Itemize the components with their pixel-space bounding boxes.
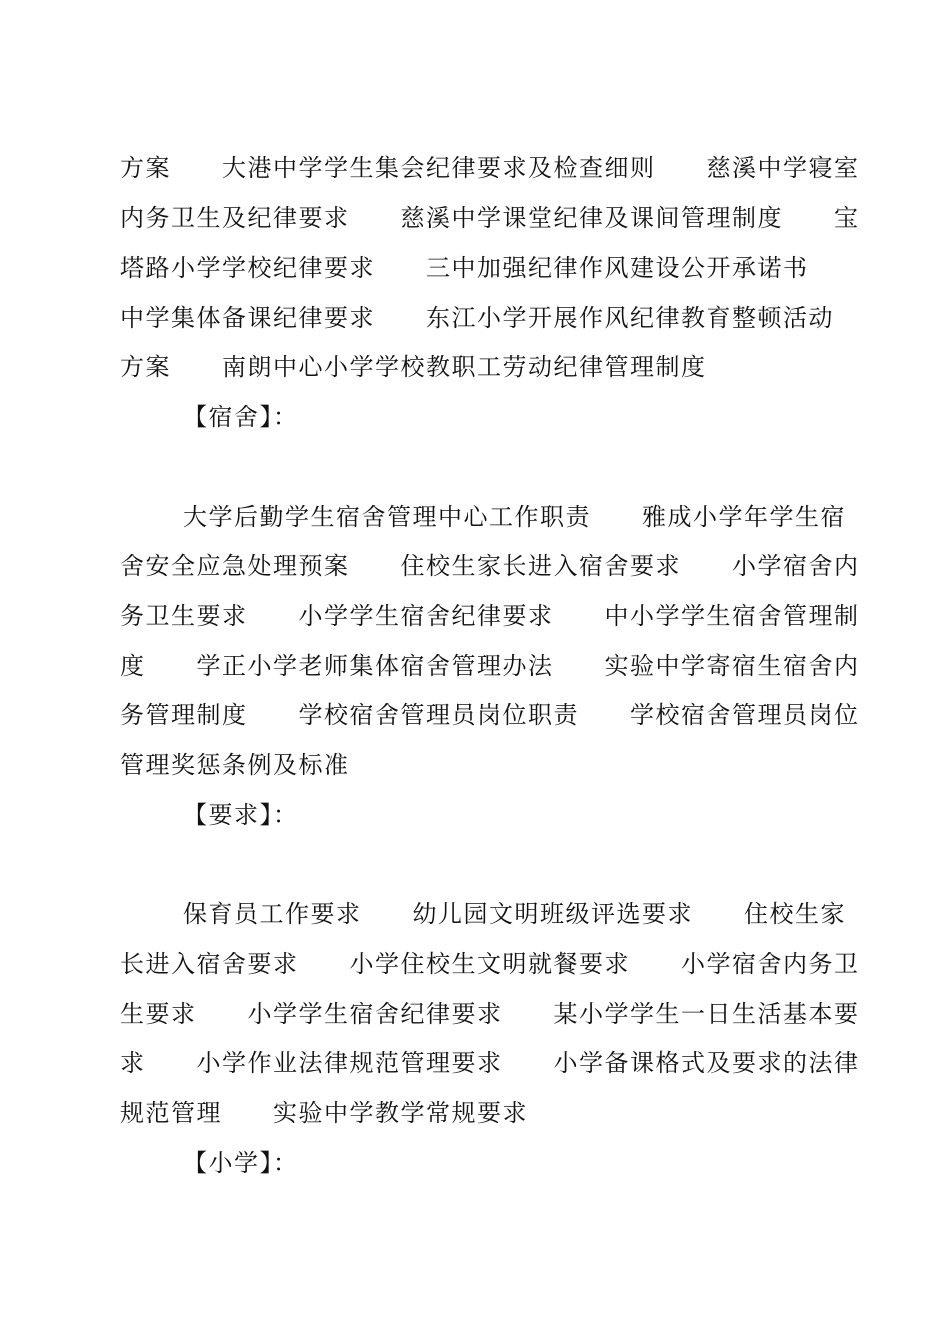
text-line: 舍安全应急处理预案 住校生家长进入宿舍要求 小学宿舍内 bbox=[120, 552, 860, 580]
text-line: 大学后勤学生宿舍管理中心工作职责 雅成小学年学生宿 bbox=[183, 503, 846, 531]
text-line: 方案 大港中学学生集会纪律要求及检查细则 慈溪中学寝室 bbox=[120, 154, 860, 182]
text-line: 务卫生要求 小学学生宿舍纪律要求 中小学学生宿舍管理制 bbox=[120, 602, 860, 630]
text-line: 保育员工作要求 幼儿园文明班级评选要求 住校生家 bbox=[183, 900, 846, 928]
text-line: 规范管理 实验中学教学常规要求 bbox=[120, 1099, 528, 1127]
text-line: 方案 南朗中心小学学校教职工劳动纪律管理制度 bbox=[120, 353, 707, 381]
text-line: 度 学正小学老师集体宿舍管理办法 实验中学寄宿生宿舍内 bbox=[120, 652, 860, 680]
text-line: 中学集体备课纪律要求 东江小学开展作风纪律教育整顿活动 bbox=[120, 304, 834, 332]
text-line: 务管理制度 学校宿舍管理员岗位职责 学校宿舍管理员岗位 bbox=[120, 701, 860, 729]
text-line: 生要求 小学学生宿舍纪律要求 某小学学生一日生活基本要 bbox=[120, 1000, 860, 1028]
text-line: 求 小学作业法律规范管理要求 小学备课格式及要求的法律 bbox=[120, 1049, 860, 1077]
text-line: 管理奖惩条例及标准 bbox=[120, 751, 350, 779]
text-line: 内务卫生及纪律要求 慈溪中学课堂纪律及课间管理制度 宝 bbox=[120, 204, 860, 232]
text-line: 长进入宿舍要求 小学住校生文明就餐要求 小学宿舍内务卫 bbox=[120, 950, 860, 978]
text-line: 塔路小学学校纪律要求 三中加强纪律作风建设公开承诺书 bbox=[120, 254, 809, 282]
section-heading-requirements: 【要求】： bbox=[183, 801, 299, 829]
section-heading-primary: 【小学】： bbox=[183, 1149, 299, 1177]
section-heading-dorm: 【宿舍】： bbox=[183, 403, 299, 431]
